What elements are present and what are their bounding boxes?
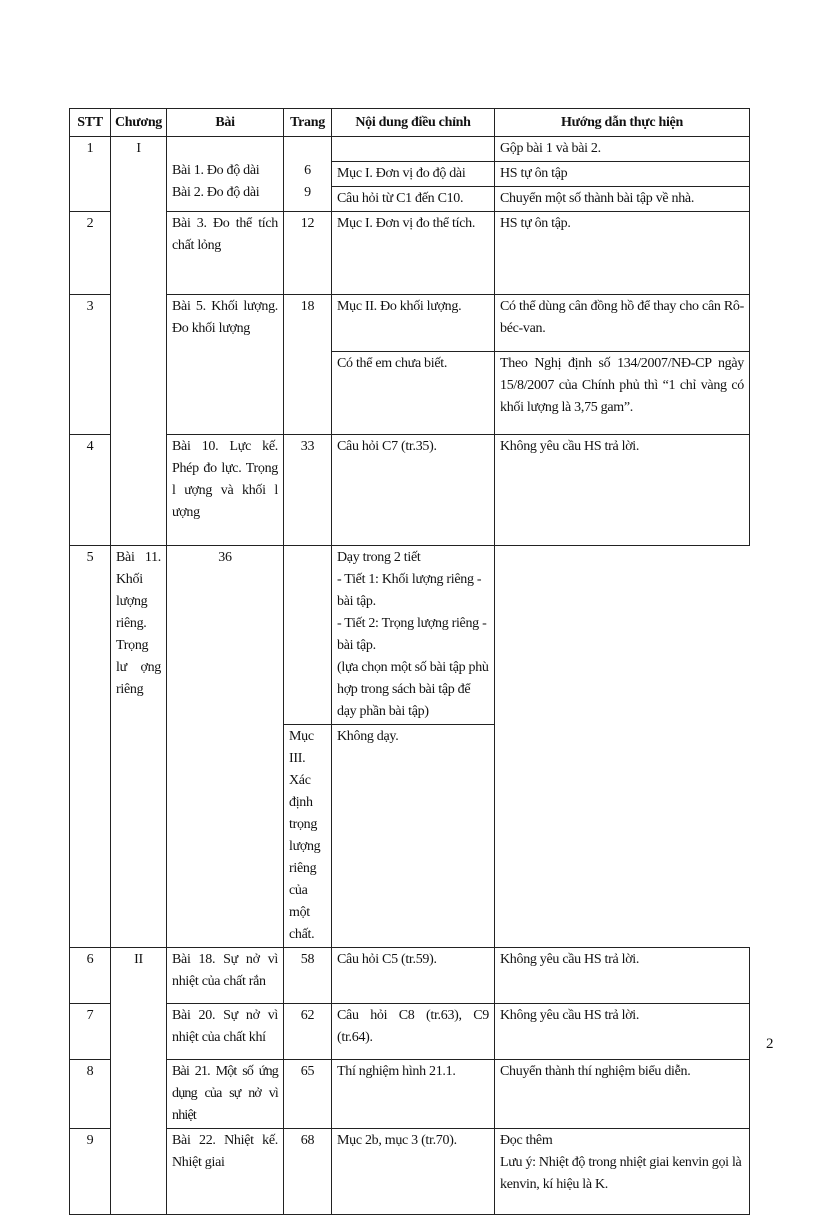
table-row — [70, 1004, 750, 1060]
cell-bai: Bài 3. Đo thể tích chất lỏng — [167, 212, 284, 295]
cell-huong-dan: Không yêu cầu HS trả lời. — [495, 1004, 750, 1060]
header-noi-dung: Nội dung điều chỉnh — [332, 109, 495, 137]
cell-chapter-1: I — [111, 137, 167, 546]
cell-huong-dan: Theo Nghị định số 134/2007/NĐ-CP ngày 15/8/2007 của Chính phủ thì “1 chỉ vàng có khối lượng là 3,75 gam”. — [495, 352, 750, 435]
cell-bai: Bài 5. Khối lượng. Đo khối lượng — [167, 295, 284, 435]
cell-bai: Bài 21. Một số ứng dụng của sự nở vì nhiệt — [167, 1060, 284, 1129]
header-stt: STT — [70, 109, 111, 137]
table-row — [70, 137, 750, 162]
cell-trang: 58 — [284, 948, 332, 1004]
cell-trang: 65 — [284, 1060, 332, 1129]
cell-bai: Bài 18. Sự nở vì nhiệt của chất rắn — [167, 948, 284, 1004]
cell-bai: Bài 20. Sự nở vì nhiệt của chất khí — [167, 1004, 284, 1060]
table-row — [70, 948, 750, 1004]
cell-noi-dung — [332, 137, 495, 162]
adjustment-table — [69, 108, 750, 1215]
table-row — [70, 435, 750, 546]
cell-huong-dan: Gộp bài 1 và bài 2. — [495, 137, 750, 162]
cell-huong-dan: Chuyển thành thí nghiệm biểu diễn. — [495, 1060, 750, 1129]
cell-noi-dung: Câu hỏi C7 (tr.35). — [332, 435, 495, 546]
cell-noi-dung: Câu hỏi C8 (tr.63), C9 (tr.64). — [332, 1004, 495, 1060]
read-more-note: Đọc thêm — [500, 1133, 553, 1148]
cell-stt: 8 — [70, 1060, 111, 1129]
table-row — [70, 295, 750, 352]
header-row — [70, 109, 750, 137]
cell-noi-dung: Mục 2b, mục 3 (tr.70). — [332, 1129, 495, 1215]
kelvin-note: Lưu ý: Nhiệt độ trong nhiệt giai kenvin gọi là kenvin, kí hiệu là K. — [500, 1155, 742, 1192]
cell-huong-dan: Dạy trong 2 tiết - Tiết 1: Khối lượng riêng - bài tập. - Tiết 2: Trọng lượng riêng - bài tập. (lựa chọn một số bài tập phù hợp trong sách bài tập để dạy phần bài tập) — [332, 546, 495, 725]
cell-trang: 36 — [167, 546, 284, 948]
cell-stt: 1 — [70, 137, 111, 212]
page-number: 2 — [766, 1036, 774, 1052]
cell-bai: Bài 22. Nhiệt kế. Nhiệt giai — [167, 1129, 284, 1215]
header-chuong: Chương — [111, 109, 167, 137]
cell-stt: 7 — [70, 1004, 111, 1060]
cell-bai: Bài 11. Khối lượng riêng. Trọng lư ợng riêng — [111, 546, 167, 948]
cell-stt: 3 — [70, 295, 111, 435]
table-row — [70, 546, 750, 725]
cell-noi-dung: Có thể em chưa biết. — [332, 352, 495, 435]
table-row — [70, 1129, 750, 1215]
cell-noi-dung: Mục III. Xác định trọng lượng riêng của một chất. — [284, 725, 332, 948]
cell-bai: Bài 1. Đo độ dài Bài 2. Đo độ dài — [167, 137, 284, 212]
cell-noi-dung: Mục I. Đơn vị đo độ dài — [332, 162, 495, 187]
cell-chapter-2: II — [111, 948, 167, 1215]
cell-noi-dung: Mục II. Đo khối lượng. — [332, 295, 495, 352]
cell-huong-dan: HS tự ôn tập — [495, 162, 750, 187]
table-row — [70, 212, 750, 295]
cell-stt: 2 — [70, 212, 111, 295]
cell-huong-dan: Không dạy. — [332, 725, 495, 948]
cell-trang: 33 — [284, 435, 332, 546]
cell-huong-dan: Có thể dùng cân đồng hồ để thay cho cân Rô-béc-van. — [495, 295, 750, 352]
header-huong-dan: Hướng dẫn thực hiện — [495, 109, 750, 137]
table-row — [70, 1060, 750, 1129]
cell-trang: 12 — [284, 212, 332, 295]
cell-noi-dung: Câu hỏi từ C1 đến C10. — [332, 187, 495, 212]
cell-trang: 18 — [284, 295, 332, 435]
cell-noi-dung: Thí nghiệm hình 21.1. — [332, 1060, 495, 1129]
cell-trang: 62 — [284, 1004, 332, 1060]
cell-trang: 68 — [284, 1129, 332, 1215]
header-bai: Bài — [167, 109, 284, 137]
cell-noi-dung: Mục I. Đơn vị đo thể tích. — [332, 212, 495, 295]
cell-noi-dung: Câu hỏi C5 (tr.59). — [332, 948, 495, 1004]
header-trang: Trang — [284, 109, 332, 137]
cell-huong-dan: Không yêu cầu HS trả lời. — [495, 435, 750, 546]
cell-huong-dan: Chuyển một số thành bài tập về nhà. — [495, 187, 750, 212]
cell-trang: 6 9 — [284, 137, 332, 212]
cell-stt: 4 — [70, 435, 111, 546]
cell-noi-dung — [284, 546, 332, 725]
cell-bai: Bài 10. Lực kế. Phép đo lực. Trọng l ượng và khối l ượng — [167, 435, 284, 546]
cell-stt: 5 — [70, 546, 111, 948]
cell-huong-dan: HS tự ôn tập. — [495, 212, 750, 295]
cell-stt: 6 — [70, 948, 111, 1004]
cell-huong-dan: Không yêu cầu HS trả lời. — [495, 948, 750, 1004]
cell-stt: 9 — [70, 1129, 111, 1215]
cell-huong-dan — [495, 1129, 750, 1215]
